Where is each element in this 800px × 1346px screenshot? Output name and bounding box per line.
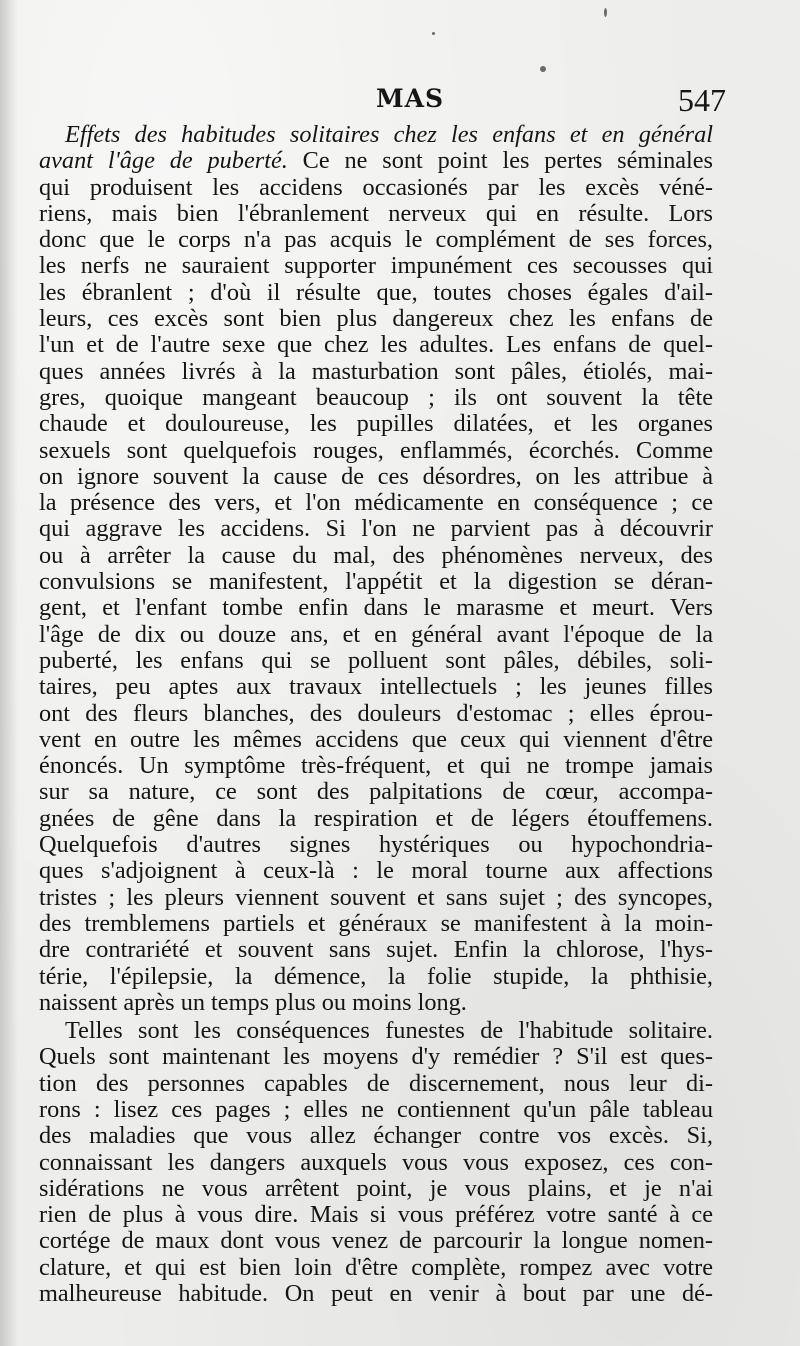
body-text xyxy=(39,122,713,1307)
text-line: qui aggrave les accidens. Si l'on ne parvient pas à découvrir xyxy=(39,515,713,543)
text-line: dre contrariété et souvent sans sujet. Enfin la chlorose, l'hys- xyxy=(39,936,713,964)
text-line: sidérations ne vous arrêtent point, je vous plains, et je n'ai xyxy=(39,1174,713,1202)
text-line: rien de plus à vous dire. Mais si vous préférez votre santé à ce xyxy=(39,1201,713,1229)
text-line: tristes ; les pleurs viennent souvent et sans sujet ; des syncopes, xyxy=(39,883,713,911)
text-line: Quelquefois d'autres signes hystériques ou hypochondria- xyxy=(39,831,713,859)
text-line: ou à arrêter la cause du mal, des phénomènes nerveux, des xyxy=(39,541,713,569)
ink-speck xyxy=(432,32,435,35)
text-line: l'âge de dix ou douze ans, et en général avant l'époque de la xyxy=(39,620,713,648)
text-line: l'un et de l'autre sexe que chez les adultes. Les enfans de quel- xyxy=(39,331,713,359)
text-line: taires, peu aptes aux travaux intellectuels ; les jeunes filles xyxy=(39,673,713,701)
text-line: naissent après un temps plus ou moins long. xyxy=(39,988,467,1016)
text-line: donc que le corps n'a pas acquis le complément de ses forces, xyxy=(39,226,713,254)
text-line: leurs, ces excès sont bien plus dangereux chez les enfans de xyxy=(39,305,713,333)
text-line: ont des fleurs blanches, des douleurs d'estomac ; elles éprou- xyxy=(39,699,713,727)
text-line: ques s'adjoignent à ceux-là : le moral tourne aux affections xyxy=(39,857,713,885)
text-line: rons : lisez ces pages ; elles ne contiennent qu'un pâle tableau xyxy=(39,1095,713,1123)
text-line: les nerfs ne sauraient supporter impunément ces secousses qui xyxy=(39,252,713,280)
text-line xyxy=(39,122,713,148)
text-line: des maladies que vous allez échanger contre vos excès. Si, xyxy=(39,1122,713,1150)
text-line: clature, et qui est bien loin d'être complète, rompez avec votre xyxy=(39,1253,713,1281)
section-heading-italic: Effets des habitudes solitaires chez les enfans et en général xyxy=(65,121,713,148)
text-line: énoncés. Un symptôme très-fréquent, et qui ne trompe jamais xyxy=(39,752,713,780)
text-line: convulsions se manifestent, l'appétit et la digestion se déran- xyxy=(39,568,713,596)
text-line: on ignore souvent la cause de ces désordres, on les attribue à xyxy=(39,462,713,490)
ink-speck xyxy=(604,8,607,17)
text-line: connaissant les dangers auxquels vous vous exposez, ces con- xyxy=(39,1148,713,1176)
running-title: MAS xyxy=(375,84,445,113)
text-line: sur sa nature, ce sont des palpitations de cœur, accompa- xyxy=(39,778,713,806)
text-span: Ce ne sont point les pertes séminales xyxy=(302,147,713,175)
text-line: cortége de maux dont vous venez de parcourir la longue nomen- xyxy=(39,1227,713,1255)
text-line: gent, et l'enfant tombe enfin dans le marasme et meurt. Vers xyxy=(39,594,713,622)
text-line: Quels sont maintenant les moyens d'y remédier ? S'il est ques- xyxy=(39,1043,713,1071)
text-line: Telles sont les conséquences funestes de l'habitude solitaire. xyxy=(65,1017,713,1045)
ink-speck xyxy=(540,66,546,72)
text-line: sexuels sont quelquefois rouges, enflammés, écorchés. Comme xyxy=(39,436,713,464)
running-head xyxy=(40,82,726,124)
text-line: vent en outre les mêmes accidens que ceux qui viennent d'être xyxy=(39,725,713,753)
text-line: gnées de gêne dans la respiration et de légers étouffemens. xyxy=(39,804,713,832)
page-number: 547 xyxy=(678,82,726,118)
text-line: térie, l'épilepsie, la démence, la folie stupide, la phthisie, xyxy=(39,962,713,990)
page-edge-shadow xyxy=(0,0,18,1346)
text-line: les ébranlent ; d'où il résulte que, toutes choses égales d'ail- xyxy=(39,278,713,306)
text-line: des tremblemens partiels et généraux se manifestent à la moin- xyxy=(39,909,713,937)
section-heading-italic: avant l'âge de puberté. xyxy=(39,147,288,175)
text-line: ques années livrés à la masturbation sont pâles, étiolés, mai- xyxy=(39,357,713,385)
text-line: qui produisent les accidens occasionés par les excès véné- xyxy=(39,173,713,201)
text-line: chaude et douloureuse, les pupilles dilatées, et les organes xyxy=(39,410,713,438)
text-line: gres, quoique mangeant beaucoup ; ils ont souvent la tête xyxy=(39,383,713,411)
text-line: malheureuse habitude. On peut en venir à bout par une dé- xyxy=(39,1280,713,1308)
text-line: la présence des vers, et l'on médicamente en conséquence ; ce xyxy=(39,489,713,517)
text-line: riens, mais bien l'ébranlement nerveux qui en résulte. Lors xyxy=(39,199,713,227)
text-line xyxy=(39,148,713,174)
text-line: tion des personnes capables de discernement, nous leur di- xyxy=(39,1069,713,1097)
text-line: puberté, les enfans qui se polluent sont pâles, débiles, soli- xyxy=(39,646,713,674)
